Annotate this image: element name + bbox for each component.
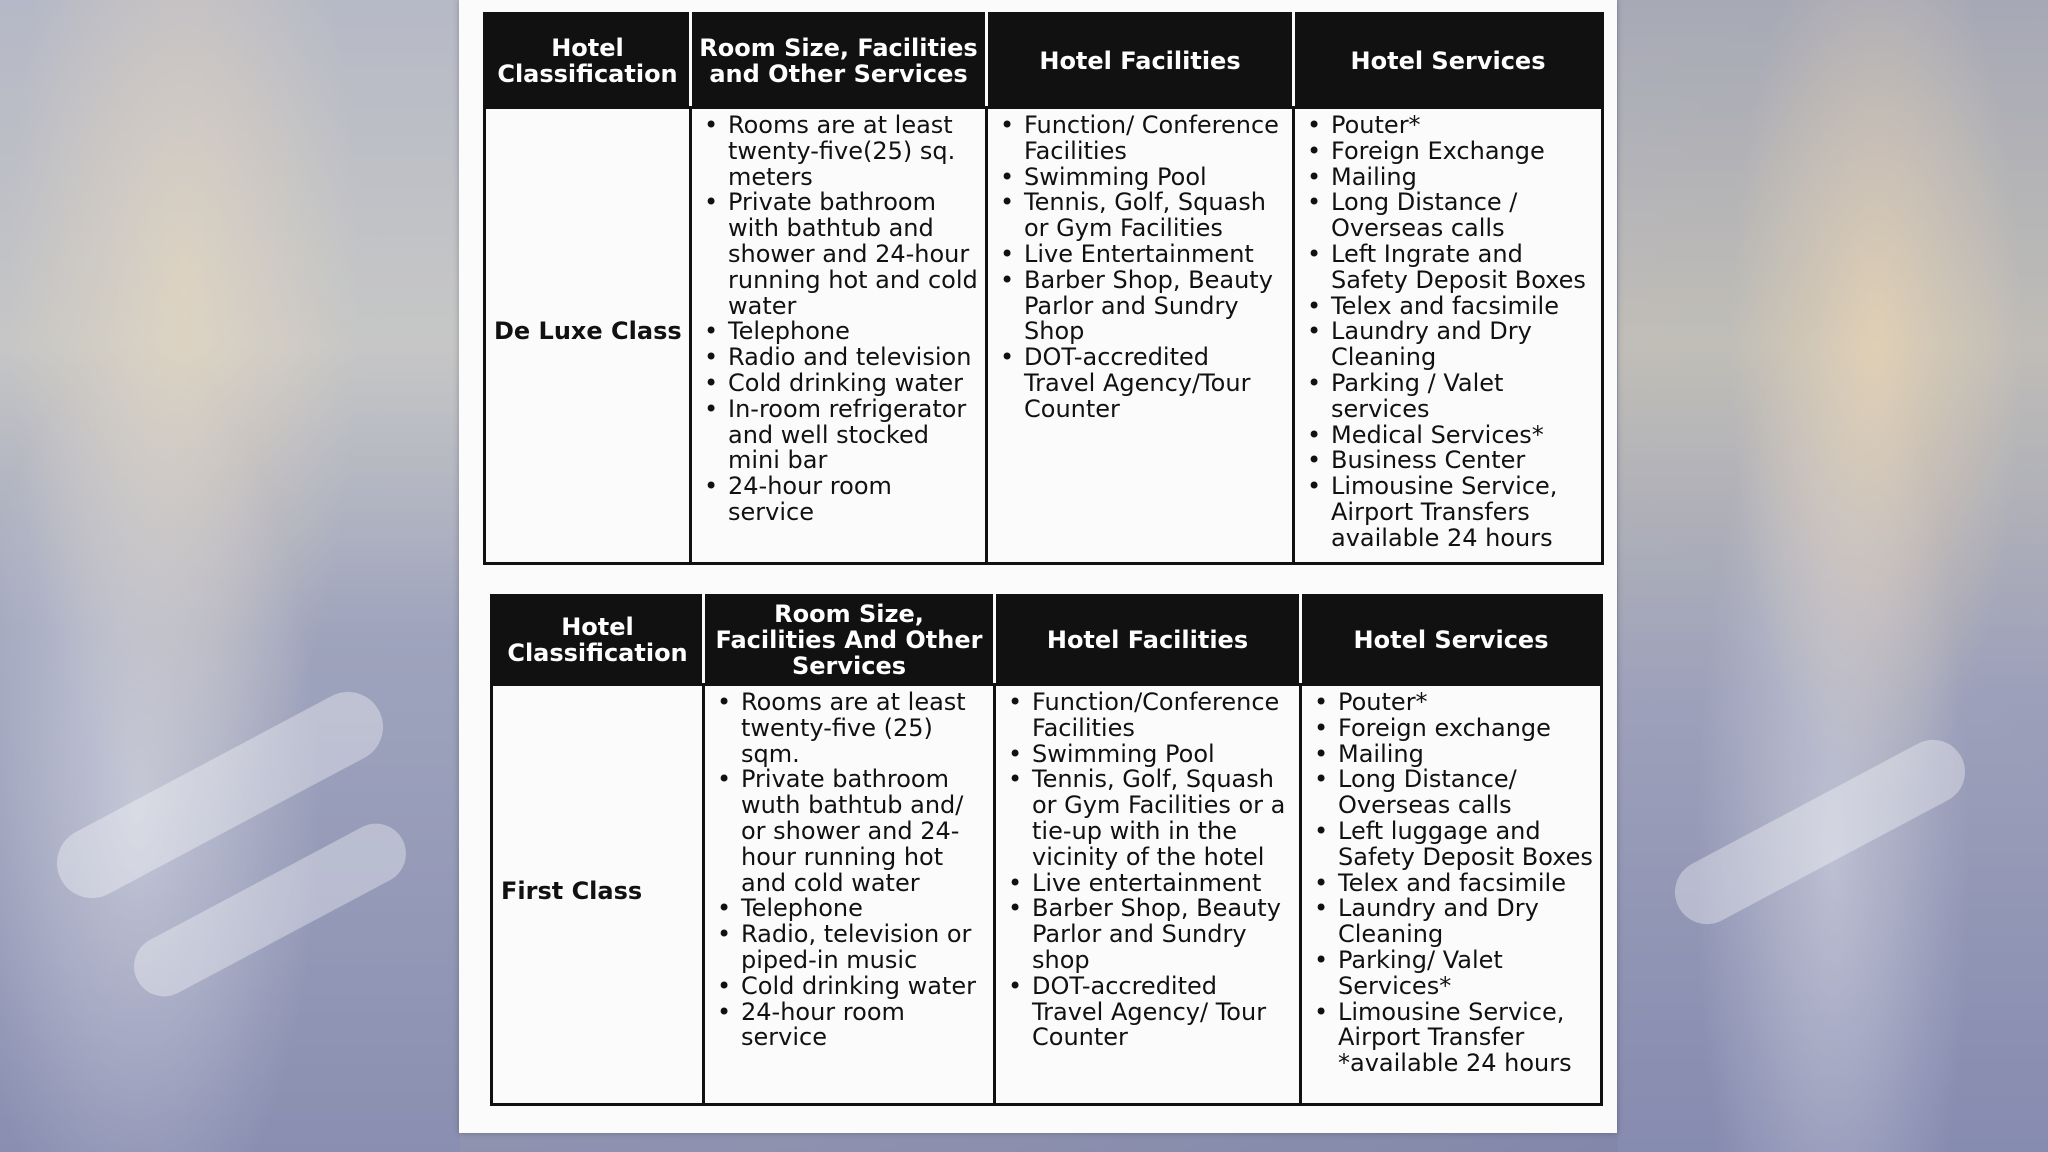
services-cell bbox=[1294, 108, 1603, 564]
room-cell bbox=[691, 108, 987, 564]
table-row bbox=[492, 685, 1602, 1105]
list-item: • Limousine Service, Airport Transfers available 24 hours bbox=[1331, 474, 1595, 551]
header-hotel-services: Hotel Services bbox=[1301, 596, 1602, 685]
services-list bbox=[1303, 113, 1595, 552]
header-room-size: Room Size, Facilities And Other Services bbox=[704, 596, 995, 685]
facilities-cell bbox=[995, 685, 1301, 1105]
list-item: • Limousine Service, Airport Transfer *available 24 hours bbox=[1338, 1000, 1594, 1077]
classification-cell: De Luxe Class bbox=[485, 108, 691, 564]
room-list bbox=[713, 690, 987, 1051]
list-item: • Left Ingrate and Safety Deposit Boxes bbox=[1331, 242, 1595, 294]
list-item: • Laundry and Dry Cleaning bbox=[1338, 896, 1594, 948]
list-item: • Pouter* bbox=[1338, 690, 1594, 716]
list-item: • Radio and television bbox=[728, 345, 979, 371]
list-item: • Live entertainment bbox=[1032, 871, 1293, 897]
list-item: • Parking/ Valet Services* bbox=[1338, 948, 1594, 1000]
list-item: • Business Center bbox=[1331, 448, 1595, 474]
list-item: • Telex and facsimile bbox=[1338, 871, 1594, 897]
list-item: • Foreign Exchange bbox=[1331, 139, 1595, 165]
list-item: • Cold drinking water bbox=[741, 974, 987, 1000]
room-list bbox=[700, 113, 979, 526]
list-item: • Left luggage and Safety Deposit Boxes bbox=[1338, 819, 1594, 871]
list-item: • Tennis, Golf, Squash or Gym Facilities bbox=[1024, 190, 1286, 242]
table-header-row bbox=[485, 14, 1603, 108]
header-hotel-services: Hotel Services bbox=[1294, 14, 1603, 108]
list-item: • Rooms are at least twenty-five (25) sqm. bbox=[741, 690, 987, 767]
room-cell bbox=[704, 685, 995, 1105]
list-item: • Long Distance/ Overseas calls bbox=[1338, 767, 1594, 819]
services-list bbox=[1310, 690, 1594, 1077]
list-item: • Swimming Pool bbox=[1032, 742, 1293, 768]
facilities-list bbox=[996, 113, 1286, 423]
first-class-table bbox=[490, 594, 1603, 1106]
list-item: • Tennis, Golf, Squash or Gym Facilities or a tie-up with in the vicinity of the hotel bbox=[1032, 767, 1293, 870]
list-item: • Barber Shop, Beauty Parlor and Sundry Shop bbox=[1024, 268, 1286, 345]
deluxe-class-table bbox=[483, 12, 1604, 565]
header-hotel-facilities: Hotel Facilities bbox=[987, 14, 1294, 108]
list-item: • DOT-accredited Travel Agency/Tour Counter bbox=[1024, 345, 1286, 422]
list-item: • 24-hour room service bbox=[728, 474, 979, 526]
list-item: • In-room refrigerator and well stocked mini bar bbox=[728, 397, 979, 474]
list-item: • Parking / Valet services bbox=[1331, 371, 1595, 423]
header-hotel-classification: Hotel Classification bbox=[485, 14, 691, 108]
header-hotel-classification: Hotel Classification bbox=[492, 596, 704, 685]
list-item: • Mailing bbox=[1338, 742, 1594, 768]
background-resort-photo-left bbox=[0, 0, 460, 1152]
list-item: • Function/Conference Facilities bbox=[1032, 690, 1293, 742]
background-resort-photo-right bbox=[1618, 0, 2048, 1152]
list-item: • Private bathroom wuth bathtub and/ or shower and 24-hour running hot and cold water bbox=[741, 767, 987, 896]
list-item: • Pouter* bbox=[1331, 113, 1595, 139]
list-item: • Telephone bbox=[741, 896, 987, 922]
list-item: • Mailing bbox=[1331, 165, 1595, 191]
list-item: • Barber Shop, Beauty Parlor and Sundry shop bbox=[1032, 896, 1293, 973]
header-room-size: Room Size, Facilities and Other Services bbox=[691, 14, 987, 108]
list-item: • Telex and facsimile bbox=[1331, 294, 1595, 320]
table-row bbox=[485, 108, 1603, 564]
list-item: • Swimming Pool bbox=[1024, 165, 1286, 191]
classification-cell: First Class bbox=[492, 685, 704, 1105]
list-item: • Function/ Conference Facilities bbox=[1024, 113, 1286, 165]
facilities-list bbox=[1004, 690, 1293, 1051]
list-item: • Laundry and Dry Cleaning bbox=[1331, 319, 1595, 371]
table-header-row bbox=[492, 596, 1602, 685]
list-item: • Foreign exchange bbox=[1338, 716, 1594, 742]
list-item: • Radio, television or piped-in music bbox=[741, 922, 987, 974]
list-item: • Medical Services* bbox=[1331, 423, 1595, 449]
list-item: • DOT-accredited Travel Agency/ Tour Counter bbox=[1032, 974, 1293, 1051]
list-item: • Cold drinking water bbox=[728, 371, 979, 397]
services-cell bbox=[1301, 685, 1602, 1105]
facilities-cell bbox=[987, 108, 1294, 564]
list-item: • Telephone bbox=[728, 319, 979, 345]
list-item: • 24-hour room service bbox=[741, 1000, 987, 1052]
list-item: • Live Entertainment bbox=[1024, 242, 1286, 268]
list-item: • Private bathroom with bathtub and shower and 24-hour running hot and cold water bbox=[728, 190, 979, 319]
list-item: • Rooms are at least twenty-five(25) sq. meters bbox=[728, 113, 979, 190]
list-item: • Long Distance / Overseas calls bbox=[1331, 190, 1595, 242]
header-hotel-facilities: Hotel Facilities bbox=[995, 596, 1301, 685]
